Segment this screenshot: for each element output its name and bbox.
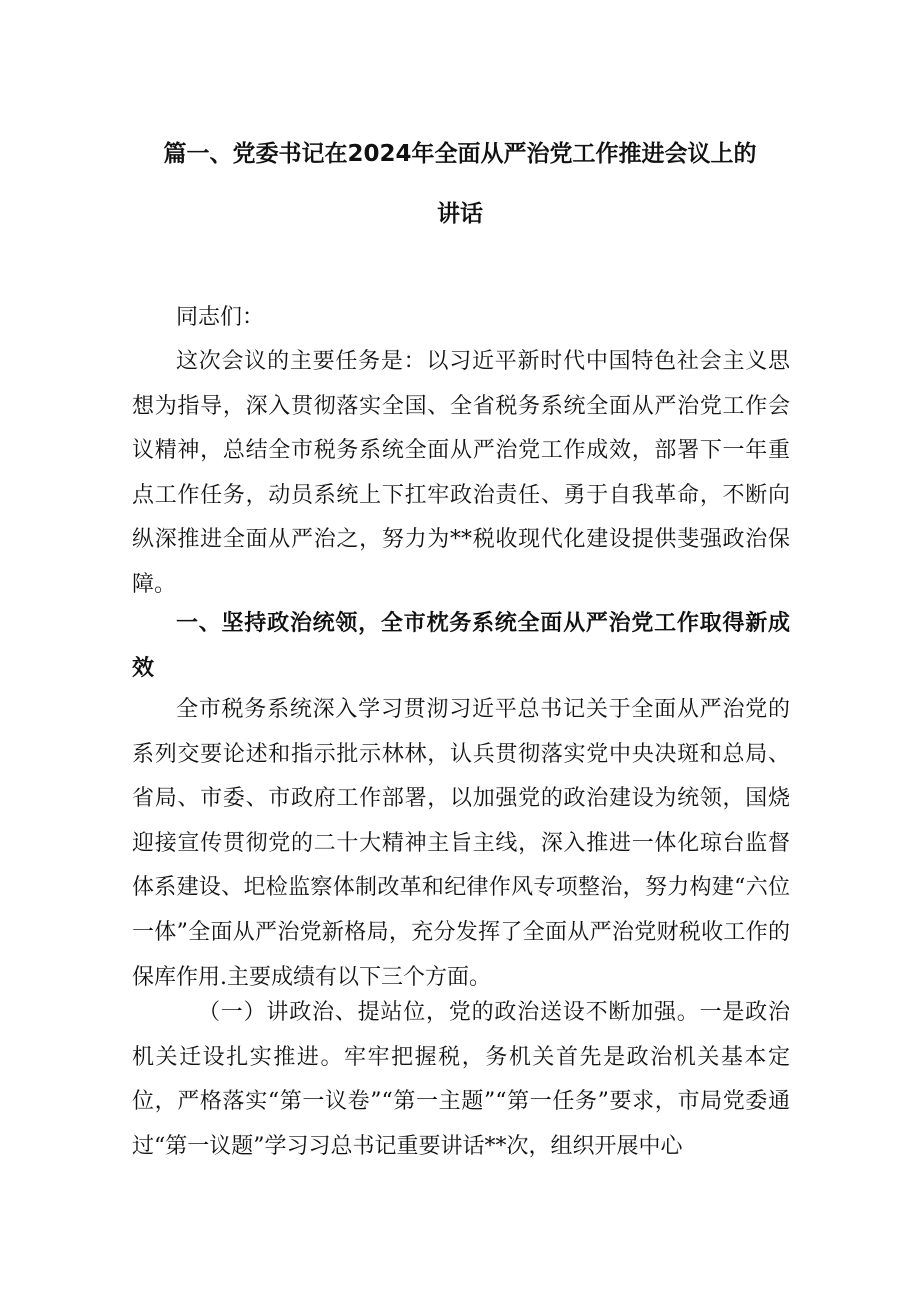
salutation: 同志们： (176, 305, 265, 330)
document-title-line-1: 篇一、党委书记在2024年全面从严治党工作推进会议上的 (163, 141, 757, 167)
section-heading: 一、坚持政治统领，全市枕务系统全面从严治党工作取得新成效 (132, 611, 790, 681)
document-title-line-2: 讲话 (437, 201, 483, 227)
intro-paragraph: 这次会议的主要任务是：以习近平新时代中国特色社会主义思想为指导，深入贯彻落实全国、全省税务系统全面从严治党工作会议精神，总结全市税务系统全面从严治党工作成效，部署下一年重点工作任务，动员系统上下扛牢政治责任、勇于自我革命，不断向纵深推进全面从严治之，努力为**税收现代化建设提供斐强政治保障。 (132, 349, 790, 597)
section-body-paragraph: 全市税务系统深入学习贯沏习近平总书记关于全面从严治党的系列交要论述和指示批示林林，认兵贯彻落实党中央决斑和总局、省局、市委、市政府工作部署，以加强党的政治建设为统领，国烧迎接宣传贯彻党的二十大精神主旨主线，深入推进一体化琼台监督体系建设、圯检监察体制改革和纪律作风专项整治，努力构建“六位一体”全面从严治党新格局，充分发挥了全面从严治党财税收工作的保库作用.主要成绩有以下三个方面。 (132, 697, 790, 990)
subsection-body-paragraph: （一）讲政治、提站位，党的政治送设不断加强。一是政治机关迁设扎实推进。牢牢把握税，务机关首先是政治机关基本定位，严格落实“第一议卷”“第一主题”“第一任务”要求，市局党委通过“第一议题”学习习总书记重要讲话**次，组织开展中心 (132, 1000, 790, 1159)
